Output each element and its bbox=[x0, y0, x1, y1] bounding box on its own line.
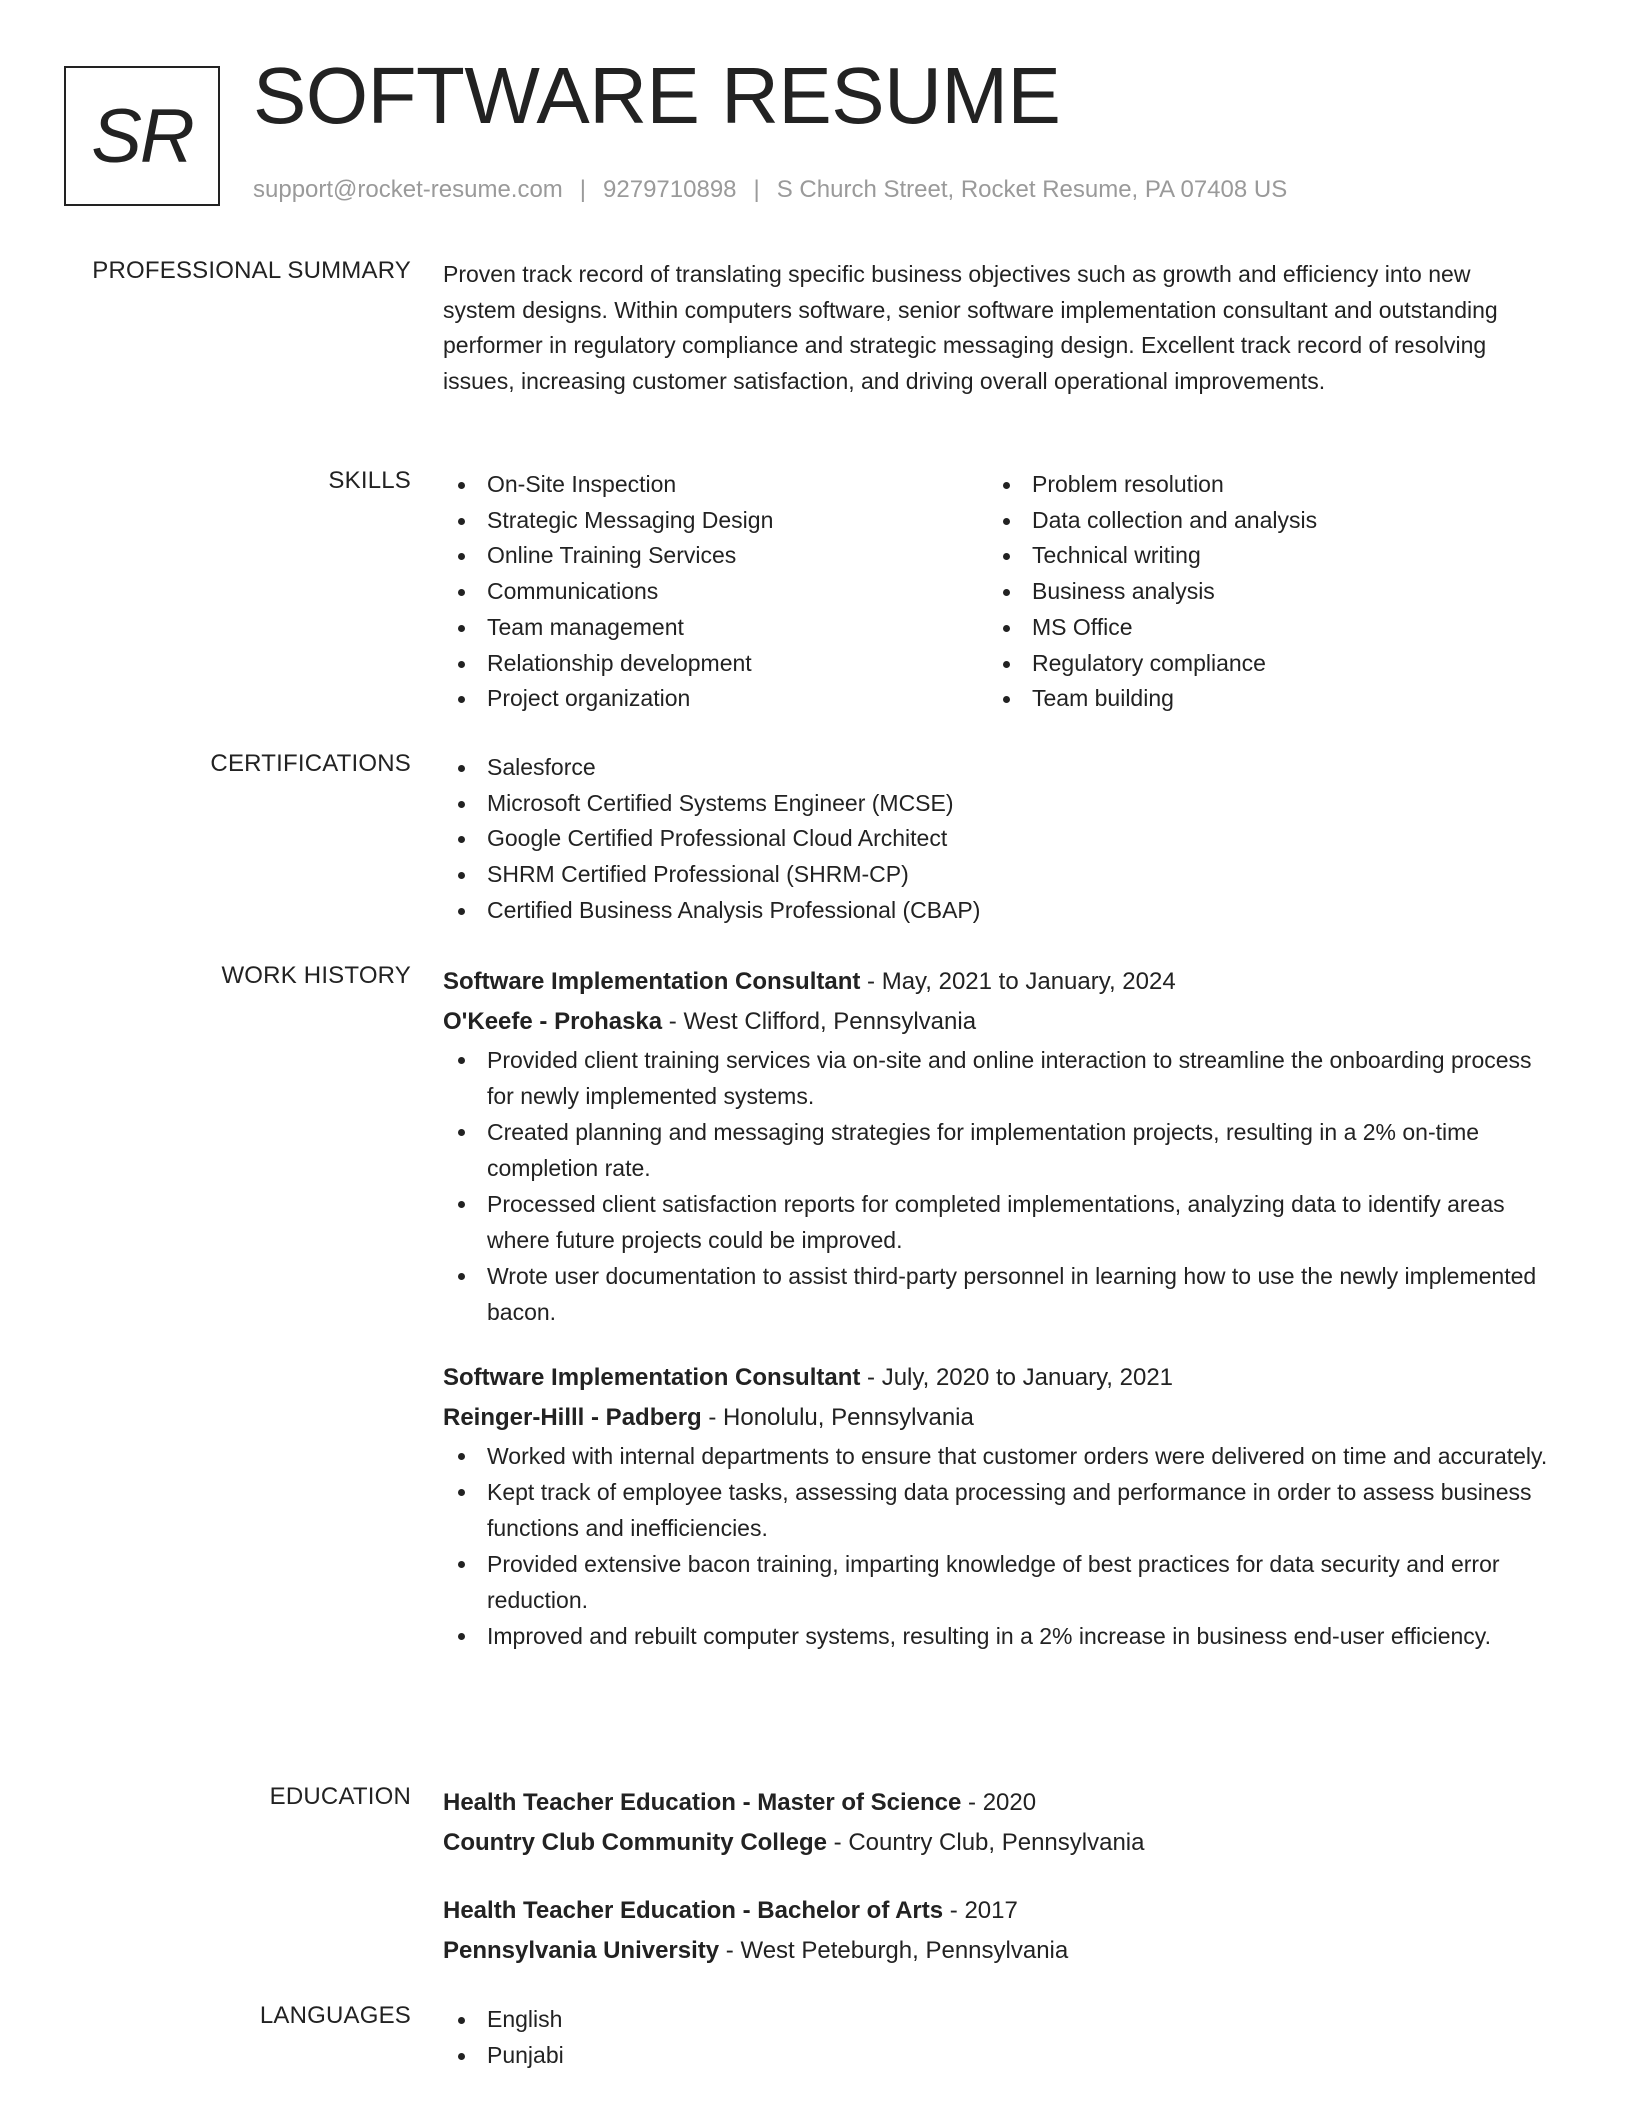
school-line bbox=[443, 1823, 1553, 1863]
job-company-line bbox=[443, 1002, 1553, 1042]
skill-item: Project organization bbox=[443, 681, 988, 717]
certification-item: Microsoft Certified Systems Engineer (MCSE) bbox=[443, 786, 1553, 822]
degree: Health Teacher Education - Bachelor of Arts bbox=[443, 1897, 944, 1924]
skill-item: On-Site Inspection bbox=[443, 467, 988, 503]
section-label: PROFESSIONAL SUMMARY bbox=[92, 257, 411, 284]
job-company: Reinger-Hilll - Padberg bbox=[443, 1404, 702, 1431]
job-bullet: Worked with internal departments to ensure that customer orders were delivered on time and accurately. bbox=[443, 1438, 1553, 1474]
skill-item: Problem resolution bbox=[988, 467, 1533, 503]
skill-item: Communications bbox=[443, 574, 988, 610]
school-location: - Country Club, Pennsylvania bbox=[827, 1829, 1145, 1856]
job-bullets bbox=[443, 1042, 1553, 1330]
skills-columns bbox=[443, 467, 1553, 717]
certification-item: SHRM Certified Professional (SHRM-CP) bbox=[443, 857, 1553, 893]
resume-title: SOFTWARE RESUME bbox=[253, 51, 1061, 140]
job-title: Software Implementation Consultant bbox=[443, 1364, 861, 1391]
job-title-line bbox=[443, 962, 1553, 1002]
education-entries bbox=[443, 1783, 1553, 1971]
certifications-list bbox=[443, 750, 1553, 929]
job-bullets bbox=[443, 1438, 1553, 1654]
section-label: SKILLS bbox=[328, 467, 411, 494]
job-dates: - May, 2021 to January, 2024 bbox=[860, 968, 1176, 995]
job-bullet: Provided client training services via on-site and online interaction to streamline the onboarding process for newly implemented systems. bbox=[443, 1042, 1553, 1114]
certification-item: Google Certified Professional Cloud Architect bbox=[443, 821, 1553, 857]
degree-year: - 2017 bbox=[943, 1897, 1018, 1924]
job-title-line bbox=[443, 1358, 1553, 1398]
degree: Health Teacher Education - Master of Science bbox=[443, 1789, 962, 1816]
skill-item: Technical writing bbox=[988, 538, 1533, 574]
skills-list-left bbox=[443, 467, 988, 717]
section-label: EDUCATION bbox=[269, 1783, 411, 1810]
certification-item: Certified Business Analysis Professional (CBAP) bbox=[443, 893, 1553, 929]
school: Pennsylvania University bbox=[443, 1937, 720, 1964]
degree-year: - 2020 bbox=[961, 1789, 1037, 1816]
skill-item: Strategic Messaging Design bbox=[443, 503, 988, 539]
skill-item: Team building bbox=[988, 681, 1533, 717]
job-dates: - July, 2020 to January, 2021 bbox=[860, 1364, 1174, 1391]
skills-list-right bbox=[988, 467, 1533, 717]
certification-item: Salesforce bbox=[443, 750, 1553, 786]
contact-separator: | bbox=[579, 176, 587, 203]
skill-item: Relationship development bbox=[443, 646, 988, 682]
job-entry bbox=[443, 1358, 1553, 1654]
degree-line bbox=[443, 1891, 1553, 1931]
contact-address: S Church Street, Rocket Resume, PA 07408 US bbox=[776, 176, 1288, 203]
section-label: WORK HISTORY bbox=[221, 962, 411, 989]
section-label: LANGUAGES bbox=[259, 2002, 411, 2029]
degree-line bbox=[443, 1783, 1553, 1823]
contact-line bbox=[253, 176, 1287, 204]
job-location: - Honolulu, Pennsylvania bbox=[701, 1404, 974, 1431]
language-item: English bbox=[443, 2002, 1553, 2038]
job-entry bbox=[443, 962, 1553, 1330]
job-bullet: Improved and rebuilt computer systems, resulting in a 2% increase in business end-user efficiency. bbox=[443, 1618, 1553, 1654]
education-entry bbox=[443, 1891, 1553, 1971]
contact-separator: | bbox=[753, 176, 760, 203]
summary-text: Proven track record of translating specific business objectives such as growth and efficiency into new system designs. Within computers software, senior software implementation consultant and outstanding performer in regulatory compliance and strategic messaging design. Excellent track record of resolving issues, increasing customer satisfaction, and driving overall operational improvements. bbox=[443, 261, 1498, 395]
skill-item: MS Office bbox=[988, 610, 1533, 646]
job-bullet: Processed client satisfaction reports for completed implementations, analyzing data to identify areas where future projects could be improved. bbox=[443, 1186, 1553, 1258]
monogram-logo: SR bbox=[64, 66, 220, 206]
skill-item: Business analysis bbox=[988, 574, 1533, 610]
skill-item: Online Training Services bbox=[443, 538, 988, 574]
job-location: - West Clifford, Pennsylvania bbox=[662, 1008, 977, 1035]
skill-item: Data collection and analysis bbox=[988, 503, 1533, 539]
education-entry bbox=[443, 1783, 1553, 1863]
skill-item: Team management bbox=[443, 610, 988, 646]
contact-email: support@rocket-resume.com bbox=[253, 176, 563, 203]
contact-phone: 9279710898 bbox=[603, 176, 737, 203]
job-company: O'Keefe - Prohaska bbox=[443, 1008, 663, 1035]
job-company-line bbox=[443, 1398, 1553, 1438]
school-location: - West Peteburgh, Pennsylvania bbox=[719, 1937, 1069, 1964]
school-line bbox=[443, 1931, 1553, 1971]
skill-item: Regulatory compliance bbox=[988, 646, 1533, 682]
work-entries bbox=[443, 962, 1553, 1654]
job-bullet: Wrote user documentation to assist third-party personnel in learning how to use the newly implemented bacon. bbox=[443, 1258, 1553, 1330]
language-item: Punjabi bbox=[443, 2038, 1553, 2074]
job-title: Software Implementation Consultant bbox=[443, 968, 861, 995]
section-label: CERTIFICATIONS bbox=[210, 750, 411, 777]
job-bullet: Kept track of employee tasks, assessing data processing and performance in order to assess business functions and inefficiencies. bbox=[443, 1474, 1553, 1546]
job-bullet: Provided extensive bacon training, imparting knowledge of best practices for data security and error reduction. bbox=[443, 1546, 1553, 1618]
languages-list bbox=[443, 2002, 1553, 2073]
job-bullet: Created planning and messaging strategies for implementation projects, resulting in a 2% on-time completion rate. bbox=[443, 1114, 1553, 1186]
school: Country Club Community College bbox=[443, 1829, 827, 1856]
